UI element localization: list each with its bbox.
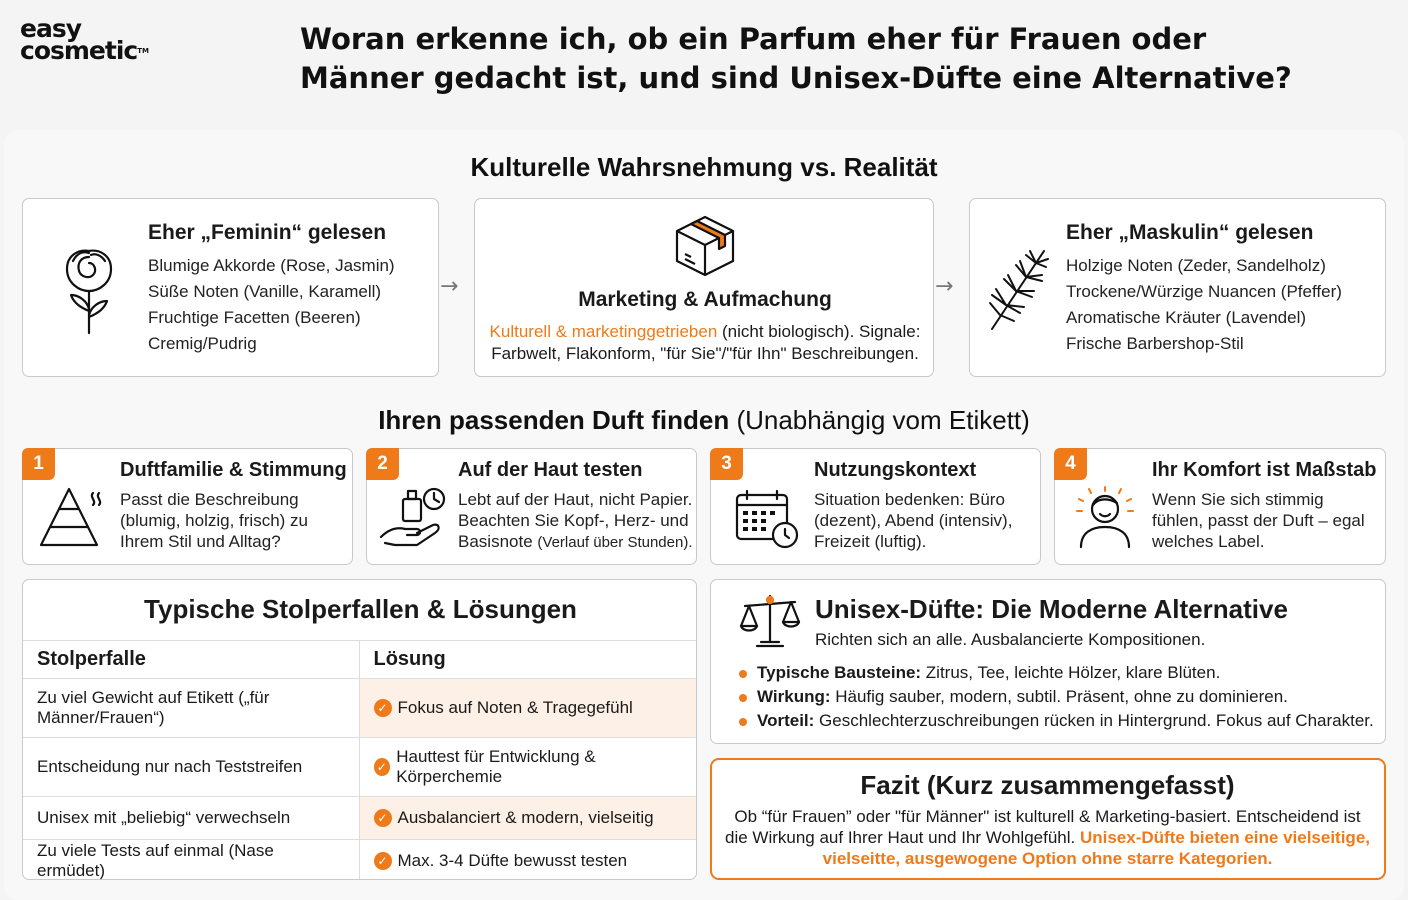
step-card bbox=[366, 448, 697, 565]
problem-cell: Zu viel Gewicht auf Etikett („für Männer/Frauen“) bbox=[23, 679, 359, 738]
check-icon: ✓ bbox=[374, 699, 392, 717]
solution-cell: ✓ Ausbalanciert & modern, vielseitig bbox=[359, 797, 697, 840]
step-line: Freizeit (luftig). bbox=[814, 532, 927, 551]
masculine-line: Trockene/Würzige Nuancen (Pfeffer) bbox=[1066, 282, 1342, 301]
marketing-highlight: Kulturell & marketinggetrieben bbox=[489, 322, 718, 341]
check-icon: ✓ bbox=[374, 852, 392, 870]
step-line: fühlen, passt der Duft – egal bbox=[1152, 511, 1365, 530]
masculine-line: Aromatische Kräuter (Lavendel) bbox=[1066, 308, 1307, 327]
feminine-line: Cremig/Pudrig bbox=[148, 334, 257, 353]
problem-cell: Zu viele Tests auf einmal (Nase ermüdet) bbox=[23, 840, 359, 881]
bullet-dot bbox=[739, 694, 747, 702]
step-card bbox=[22, 448, 353, 565]
step-line-note: (Verlauf über Stunden). bbox=[537, 534, 693, 551]
step-line: Lebt auf der Haut, nicht Papier. bbox=[458, 490, 693, 509]
package-icon bbox=[673, 213, 737, 279]
step-line: Passt die Beschreibung bbox=[120, 490, 299, 509]
column-header-solution: Lösung bbox=[359, 641, 697, 679]
fazit-line1: Ob “für Frauen” oder "für Männer" ist kulturell & Marketing-basiert. Entscheidend ist bbox=[734, 807, 1361, 826]
marketing-text2: Farbwelt, Flakonform, "für Sie"/"für Ihn" Beschreibungen. bbox=[491, 344, 919, 363]
check-icon: ✓ bbox=[374, 758, 391, 776]
step-title: Duftfamilie & Stimmung bbox=[120, 459, 347, 481]
rose-icon bbox=[57, 243, 121, 335]
logo-tm: TM bbox=[137, 47, 149, 55]
masculine-line: Holzige Noten (Zeder, Sandelholz) bbox=[1066, 256, 1326, 275]
unisex-title: Unisex-Düfte: Die Moderne Alternative bbox=[815, 594, 1288, 624]
step-line: Wenn Sie sich stimmig bbox=[1152, 490, 1324, 509]
step-line: Beachten Sie Kopf-, Herz- und bbox=[458, 511, 689, 530]
scale-icon bbox=[739, 592, 801, 650]
step-line: (blumig, holzig, frisch) zu bbox=[120, 511, 309, 530]
arrow-right-icon: → bbox=[935, 274, 954, 299]
pitfalls-table bbox=[23, 640, 697, 880]
find-heading: Ihren passenden Duft finden (Unabhängig vom Etikett) bbox=[378, 405, 1030, 435]
list-item: Typische Bausteine: Zitrus, Tee, leichte Hölzer, klare Blüten. bbox=[739, 661, 1374, 685]
marketing-card bbox=[474, 198, 934, 377]
page-title-line2: Männer gedacht ist, und sind Unisex-Düfte eine Alternative? bbox=[300, 61, 1292, 95]
feminine-title: Eher „Feminin“ gelesen bbox=[148, 221, 387, 244]
step-number: 3 bbox=[710, 448, 743, 480]
masculine-card bbox=[969, 198, 1386, 377]
marketing-title: Marketing & Aufmachung bbox=[578, 288, 832, 311]
logo-line1: easy bbox=[20, 14, 82, 43]
calendar-clock-icon bbox=[733, 487, 801, 551]
list-item: Wirkung: Häufig sauber, modern, subtil. Präsent, ohne zu dominieren. bbox=[739, 685, 1374, 709]
table-row bbox=[23, 738, 697, 797]
table-row bbox=[23, 840, 697, 881]
list-item: Vorteil: Geschlechterzuschreibungen rücken in Hintergrund. Fokus auf Charakter. bbox=[739, 709, 1374, 733]
feminine-card bbox=[22, 198, 439, 377]
unisex-card bbox=[710, 579, 1386, 744]
bullet-dot bbox=[739, 670, 747, 678]
unisex-subtitle: Richten sich an alle. Ausbalancierte Kompositionen. bbox=[815, 630, 1206, 649]
problem-cell: Unisex mit „beliebig“ verwechseln bbox=[23, 797, 359, 840]
step-line: Basisnote bbox=[458, 532, 538, 551]
masculine-line: Frische Barbershop-Stil bbox=[1066, 334, 1244, 353]
check-icon: ✓ bbox=[374, 809, 392, 827]
step-title: Auf der Haut testen bbox=[458, 459, 643, 481]
step-title: Ihr Komfort ist Maßstab bbox=[1152, 459, 1377, 481]
feminine-line: Süße Noten (Vanille, Karamell) bbox=[148, 282, 382, 301]
pyramid-icon bbox=[37, 485, 107, 549]
arrow-right-icon: → bbox=[440, 274, 459, 299]
table-row bbox=[23, 679, 697, 738]
step-number: 2 bbox=[366, 448, 399, 480]
pine-branch-icon bbox=[986, 245, 1052, 333]
person-icon bbox=[1073, 485, 1137, 551]
step-card bbox=[710, 448, 1041, 565]
culture-heading: Kulturelle Wahrsnehmung vs. Realität bbox=[470, 152, 938, 182]
step-line: welches Label. bbox=[1152, 532, 1265, 551]
solution-cell: ✓ Hauttest für Entwicklung & Körperchemie bbox=[359, 738, 697, 797]
step-line: Situation bedenken: Büro bbox=[814, 490, 1005, 509]
fazit-title: Fazit (Kurz zusammengefasst) bbox=[860, 770, 1235, 800]
logo bbox=[20, 14, 149, 65]
step-card bbox=[1054, 448, 1386, 565]
step-number: 4 bbox=[1054, 448, 1087, 480]
marketing-text1: (nicht biologisch). Signale: bbox=[717, 322, 921, 341]
fazit-highlight: Unisex-Düfte bieten eine vielseitige, bbox=[1079, 828, 1370, 847]
step-title: Nutzungskontext bbox=[814, 459, 977, 481]
table-row bbox=[23, 797, 697, 840]
step-line: (dezent), Abend (intensiv), bbox=[814, 511, 1013, 530]
fazit-line2: die Wirkung auf Ihrer Haut und Ihr Wohlgefühl. bbox=[724, 828, 1080, 847]
column-header-problem: Stolperfalle bbox=[23, 641, 359, 679]
fazit-line3: vielseitte, ausgewogene Option ohne starre Kategorien. bbox=[822, 849, 1273, 868]
logo-line2: cosmetic bbox=[20, 36, 138, 65]
solution-cell: ✓ Fokus auf Noten & Tragegefühl bbox=[359, 679, 697, 738]
pitfalls-card bbox=[22, 579, 697, 880]
perfume-hand-icon bbox=[377, 485, 447, 549]
problem-cell: Entscheidung nur nach Teststreifen bbox=[23, 738, 359, 797]
table-header-row bbox=[23, 641, 697, 679]
page-title bbox=[300, 20, 1300, 98]
page-title-line1: Woran erkenne ich, ob ein Parfum eher für Frauen oder bbox=[300, 22, 1207, 56]
solution-cell: ✓ Max. 3-4 Düfte bewusst testen bbox=[359, 840, 697, 881]
step-line: Ihrem Stil und Alltag? bbox=[120, 532, 281, 551]
masculine-title: Eher „Maskulin“ gelesen bbox=[1066, 221, 1314, 244]
feminine-line: Blumige Akkorde (Rose, Jasmin) bbox=[148, 256, 395, 275]
bullet-dot bbox=[739, 718, 747, 726]
feminine-line: Fruchtige Facetten (Beeren) bbox=[148, 308, 361, 327]
pitfalls-title: Typische Stolperfallen & Lösungen bbox=[144, 594, 577, 624]
step-number: 1 bbox=[22, 448, 55, 480]
fazit-card bbox=[710, 758, 1386, 880]
